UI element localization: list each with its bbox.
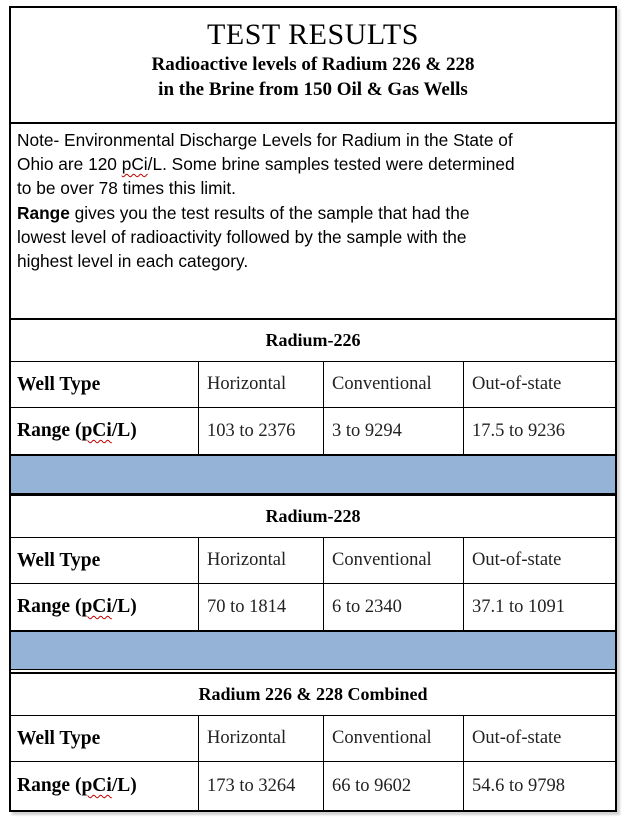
unit-text: pCi	[81, 420, 112, 441]
column-header: Out-of-state	[472, 728, 562, 748]
label-text: /L)	[111, 596, 137, 617]
table-row	[11, 537, 615, 583]
header	[11, 8, 615, 124]
table-row	[11, 407, 615, 454]
label-text: Range (	[17, 775, 82, 796]
label-text: /L)	[111, 420, 137, 441]
table-row	[11, 715, 615, 761]
results-sheet	[9, 6, 617, 812]
column-header: Horizontal	[199, 538, 324, 583]
range-value: 70 to 1814	[199, 584, 324, 630]
note-line: to be over 78 times this limit.	[17, 178, 236, 199]
column-header: Conventional	[324, 716, 464, 761]
label-text: /L)	[111, 775, 137, 796]
table-row	[11, 361, 615, 407]
label-text: Range (	[17, 420, 82, 441]
row-header-well-type: Well Type	[11, 362, 199, 407]
column-header: Conventional	[324, 362, 464, 407]
range-value: 6 to 2340	[324, 584, 464, 630]
range-value: 17.5 to 9236	[472, 420, 566, 441]
note-line	[17, 152, 613, 176]
page-title: TEST RESULTS	[207, 18, 419, 51]
section-title: Radium 226 & 228 Combined	[11, 672, 615, 715]
note-paragraph	[17, 128, 613, 318]
range-keyword: Range	[17, 202, 70, 223]
row-header-range	[11, 762, 199, 810]
row-header-well-type: Well Type	[11, 716, 199, 761]
note-line: Note- Environmental Discharge Levels for Radium in the State of	[17, 130, 513, 150]
row-header-range	[11, 584, 199, 630]
section-radium-combined	[11, 672, 615, 810]
note-text: gives you the test results of the sample that had the	[69, 202, 470, 223]
column-header: Conventional	[324, 538, 464, 583]
column-header: Out-of-state	[472, 374, 562, 394]
label-text: Range (	[17, 596, 82, 617]
range-value: 54.6 to 9798	[472, 775, 566, 796]
subtitle-line-2: in the Brine from 150 Oil & Gas Wells	[158, 79, 468, 100]
unit-text: pCi	[81, 775, 112, 796]
range-value: 37.1 to 1091	[472, 596, 566, 617]
row-header-range	[11, 408, 199, 454]
range-value: 103 to 2376	[199, 408, 324, 454]
divider-band	[11, 630, 615, 670]
table-row	[11, 761, 615, 810]
row-header-well-type: Well Type	[11, 538, 199, 583]
range-value: 173 to 3264	[199, 762, 324, 810]
subtitle-line-1: Radioactive levels of Radium 226 & 228	[151, 54, 475, 75]
column-header: Out-of-state	[472, 550, 562, 570]
note-line: lowest level of radioactivity followed by the sample with the	[17, 226, 467, 247]
column-header: Horizontal	[199, 716, 324, 761]
unit-text: pCi	[121, 154, 148, 175]
table-row	[11, 583, 615, 630]
note-text: /L. Some brine samples tested were determined	[147, 154, 515, 175]
note-line: highest level in each category.	[17, 251, 249, 272]
range-value: 66 to 9602	[324, 762, 464, 810]
range-value: 3 to 9294	[324, 408, 464, 454]
column-header: Horizontal	[199, 362, 324, 407]
section-radium-226	[11, 318, 615, 494]
section-title: Radium-228	[11, 494, 615, 537]
section-title: Radium-226	[11, 318, 615, 361]
note-line	[17, 201, 613, 225]
divider-band	[11, 454, 615, 494]
section-radium-228	[11, 494, 615, 670]
note-text: Ohio are 120	[17, 154, 122, 175]
unit-text: pCi	[81, 596, 112, 617]
